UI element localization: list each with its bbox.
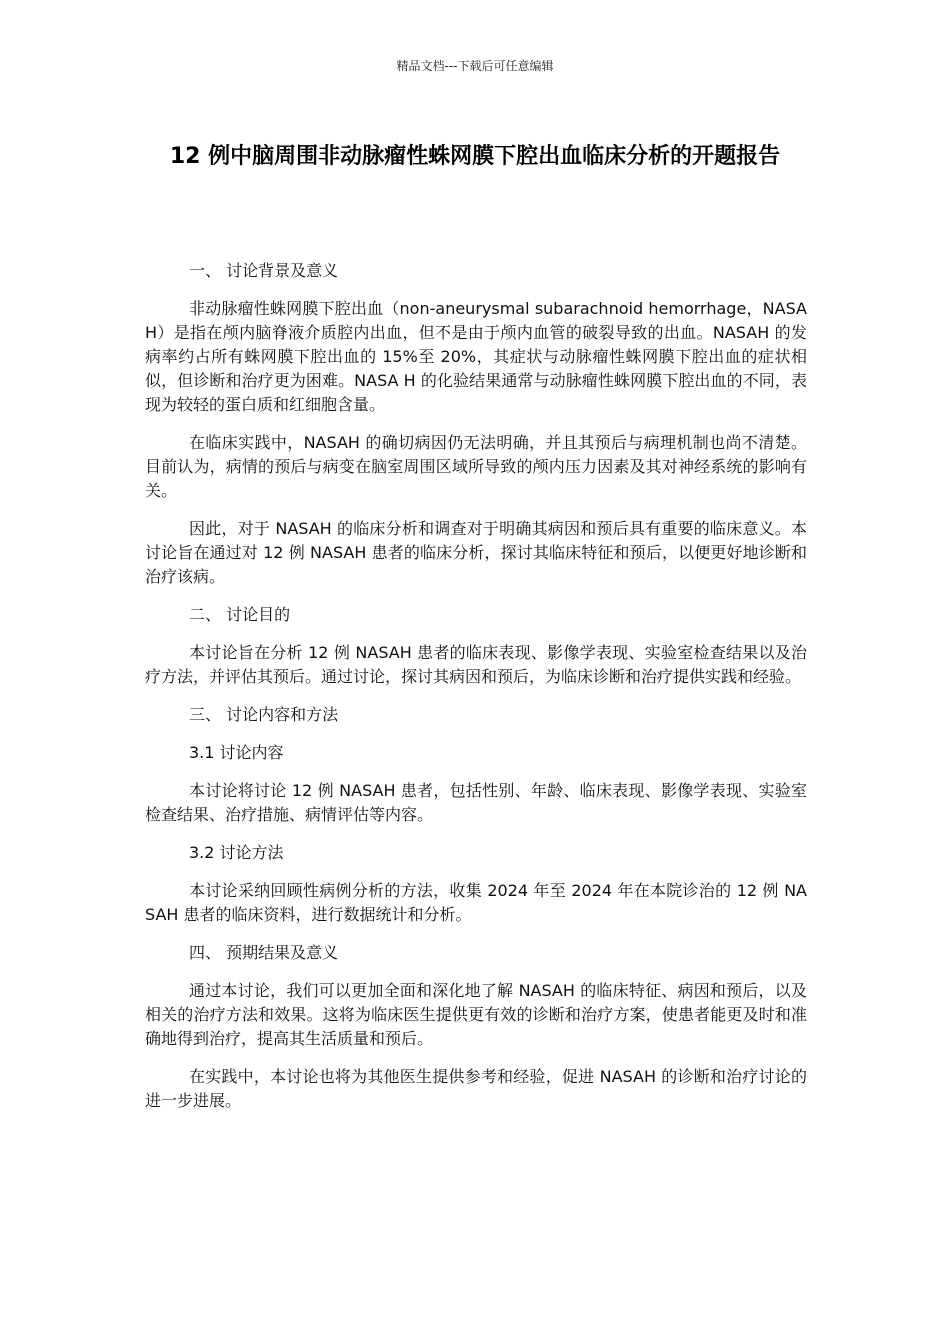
section-4-paragraph-1: 通过本讨论，我们可以更加全面和深化地了解 NASAH 的临床特征、病因和预后，以及相关的治疗方法和效果。这将为临床医生提供更有效的诊断和治疗方案，使患者能更及时和准确地得到治疗，提高其生活质量和预后。 (145, 981, 807, 1048)
subsection-3-2-heading: 3.2 讨论方法 (189, 843, 284, 862)
section-4-paragraph-2: 在实践中，本讨论也将为其他医生提供参考和经验，促进 NASAH 的诊断和治疗讨论的进一步进展。 (145, 1067, 807, 1110)
document-title: 12 例中脑周围非动脉瘤性蛛网膜下腔出血临床分析的开题报告 (169, 144, 781, 169)
section-1-paragraph-1: 非动脉瘤性蛛网膜下腔出血（non-aneurysmal subarachnoid hemorrhage，NASAH）是指在颅内脑脊液介质腔内出血，但不是由于颅内血管的破裂导致的出血。NASAH 的发病率约占所有蛛网膜下腔出血的 15%至 20%，其症状与动脉瘤性蛛网膜下腔出血的症状相似，但诊断和治疗更为困难。NASA H 的化验结果通常与动脉瘤性蛛网膜下腔出血的不同，表现为较轻的蛋白质和红细胞含量。 (145, 299, 807, 414)
section-3-heading: 三、 讨论内容和方法 (189, 705, 339, 724)
subsection-3-1-heading: 3.1 讨论内容 (189, 743, 284, 762)
section-4-heading: 四、 预期结果及意义 (189, 943, 339, 962)
section-2-heading: 二、 讨论目的 (189, 605, 291, 624)
section-1-heading: 一、 讨论背景及意义 (189, 261, 339, 280)
document-body (145, 259, 807, 1127)
subsection-3-1-paragraph: 本讨论将讨论 12 例 NASAH 患者，包括性别、年龄、临床表现、影像学表现、实验室检查结果、治疗措施、病情评估等内容。 (145, 781, 807, 824)
subsection-3-2-paragraph: 本讨论采纳回顾性病例分析的方法，收集 2024 年至 2024 年在本院诊治的 12 例 NASAH 患者的临床资料，进行数据统计和分析。 (145, 881, 807, 924)
page-header-note: 精品文档---下载后可任意编辑 (396, 59, 554, 73)
section-1-paragraph-3: 因此，对于 NASAH 的临床分析和调查对于明确其病因和预后具有重要的临床意义。本讨论旨在通过对 12 例 NASAH 患者的临床分析，探讨其临床特征和预后，以便更好地诊断和治疗该病。 (145, 519, 807, 586)
section-2-paragraph-1: 本讨论旨在分析 12 例 NASAH 患者的临床表现、影像学表现、实验室检查结果以及治疗方法，并评估其预后。通过讨论，探讨其病因和预后，为临床诊断和治疗提供实践和经验。 (145, 643, 807, 686)
section-1-paragraph-2: 在临床实践中，NASAH 的确切病因仍无法明确，并且其预后与病理机制也尚不清楚。目前认为，病情的预后与病变在脑室周围区域所导致的颅内压力因素及其对神经系统的影响有关。 (145, 433, 807, 500)
